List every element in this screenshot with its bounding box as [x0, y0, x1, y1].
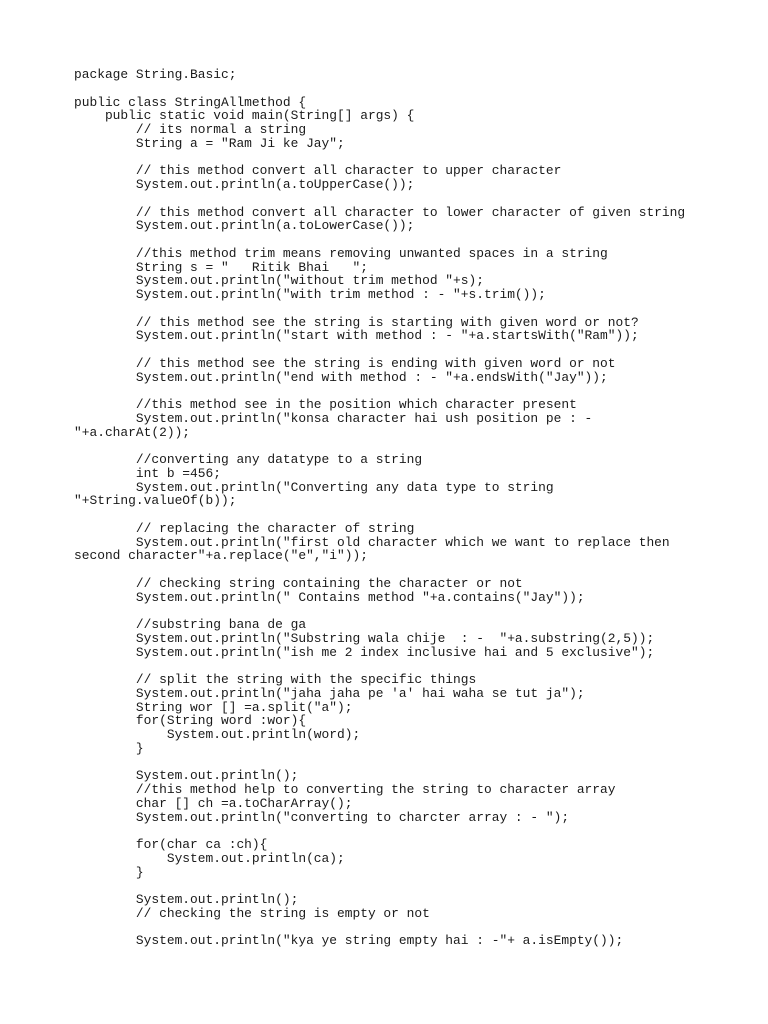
code-line: System.out.println(a.toLowerCase());: [74, 218, 415, 234]
code-line: System.out.println("jaha jaha pe 'a' hai waha se tut ja");: [74, 685, 585, 701]
code-line: [74, 302, 754, 316]
code-line: // split the string with the specific things: [74, 672, 477, 687]
code-line: // this method convert all character to lower character of given string: [74, 204, 686, 220]
code-line: System.out.println("first old character which we want to replace then: [74, 534, 670, 550]
code-line: System.out.println("ish me 2 index inclusive hai and 5 exclusive");: [74, 644, 655, 660]
code-line: System.out.println(ca);: [74, 850, 345, 866]
code-line: System.out.println(a.toUpperCase());: [74, 177, 415, 192]
code-line: System.out.println("without trim method "+s);: [74, 273, 484, 289]
code-line: System.out.println("Substring wala chije : - "+a.substring(2,5));: [74, 630, 655, 646]
code-line: String s = " Ritik Bhai ";: [74, 259, 368, 275]
code-line: [74, 756, 754, 770]
code-line: // this method convert all character to upper character: [74, 163, 562, 179]
code-line: public static void main(String[] args) {: [74, 108, 415, 124]
code-line: for(char ca :ch){: [74, 837, 268, 852]
code-line: char [] ch =a.toCharArray();: [74, 795, 353, 811]
code-line: System.out.println("end with method : - "+a.endsWith("Jay"));: [74, 369, 608, 385]
code-line: [74, 192, 754, 206]
code-line: // checking the string is empty or not: [74, 905, 430, 921]
code-line: // this method see the string is ending with given word or not: [74, 355, 616, 371]
code-line: //this method help to converting the string to character array: [74, 782, 616, 797]
code-line: [74, 879, 754, 893]
code-line: }: [74, 740, 144, 756]
code-line: //this method trim means removing unwanted spaces in a string: [74, 245, 608, 261]
code-line: second character"+a.replace("e","i"));: [74, 548, 368, 564]
code-line: package String.Basic;: [74, 67, 237, 82]
code-line: String wor [] =a.split("a");: [74, 699, 353, 715]
code-line: System.out.println();: [74, 768, 299, 784]
code-block: [74, 68, 754, 948]
code-line: "+a.charAt(2));: [74, 424, 191, 440]
code-line: [74, 439, 754, 453]
code-line: "+String.valueOf(b));: [74, 493, 237, 509]
code-line: [74, 82, 754, 96]
code-line: }: [74, 864, 144, 880]
code-line: // its normal a string: [74, 122, 307, 137]
code-line: System.out.println("with trim method : - "+s.trim());: [74, 287, 546, 302]
code-line: String a = "Ram Ji ke Jay";: [74, 135, 345, 151]
code-line: int b =456;: [74, 465, 221, 481]
code-line: // checking string containing the character or not: [74, 575, 523, 591]
code-line: //this method see in the position which character present: [74, 397, 577, 412]
code-line: // replacing the character of string: [74, 520, 415, 536]
code-line: [74, 921, 754, 935]
code-line: [74, 151, 754, 165]
code-line: System.out.println("Converting any data type to string: [74, 479, 554, 495]
code-line: System.out.println("kya ye string empty hai : -"+ a.isEmpty());: [74, 933, 624, 949]
code-line: [74, 563, 754, 577]
code-line: [74, 604, 754, 618]
code-line: System.out.println("konsa character hai ush position pe : -: [74, 410, 593, 426]
code-line: // this method see the string is starting with given word or not?: [74, 314, 639, 330]
code-line: for(String word :wor){: [74, 713, 307, 729]
code-line: System.out.println("start with method : - "+a.startsWith("Ram"));: [74, 328, 639, 344]
code-line: System.out.println(word);: [74, 727, 361, 742]
code-line: [74, 343, 754, 357]
code-line: [74, 824, 754, 838]
code-line: System.out.println("converting to charcter array : - ");: [74, 809, 570, 825]
code-line: [74, 659, 754, 673]
code-line: [74, 508, 754, 522]
code-line: [74, 384, 754, 398]
code-line: //substring bana de ga: [74, 617, 307, 632]
code-line: [74, 233, 754, 247]
code-line: System.out.println();: [74, 892, 299, 907]
code-line: public class StringAllmethod {: [74, 94, 307, 110]
code-line: //converting any datatype to a string: [74, 452, 423, 467]
code-line: System.out.println(" Contains method "+a.contains("Jay"));: [74, 589, 585, 605]
